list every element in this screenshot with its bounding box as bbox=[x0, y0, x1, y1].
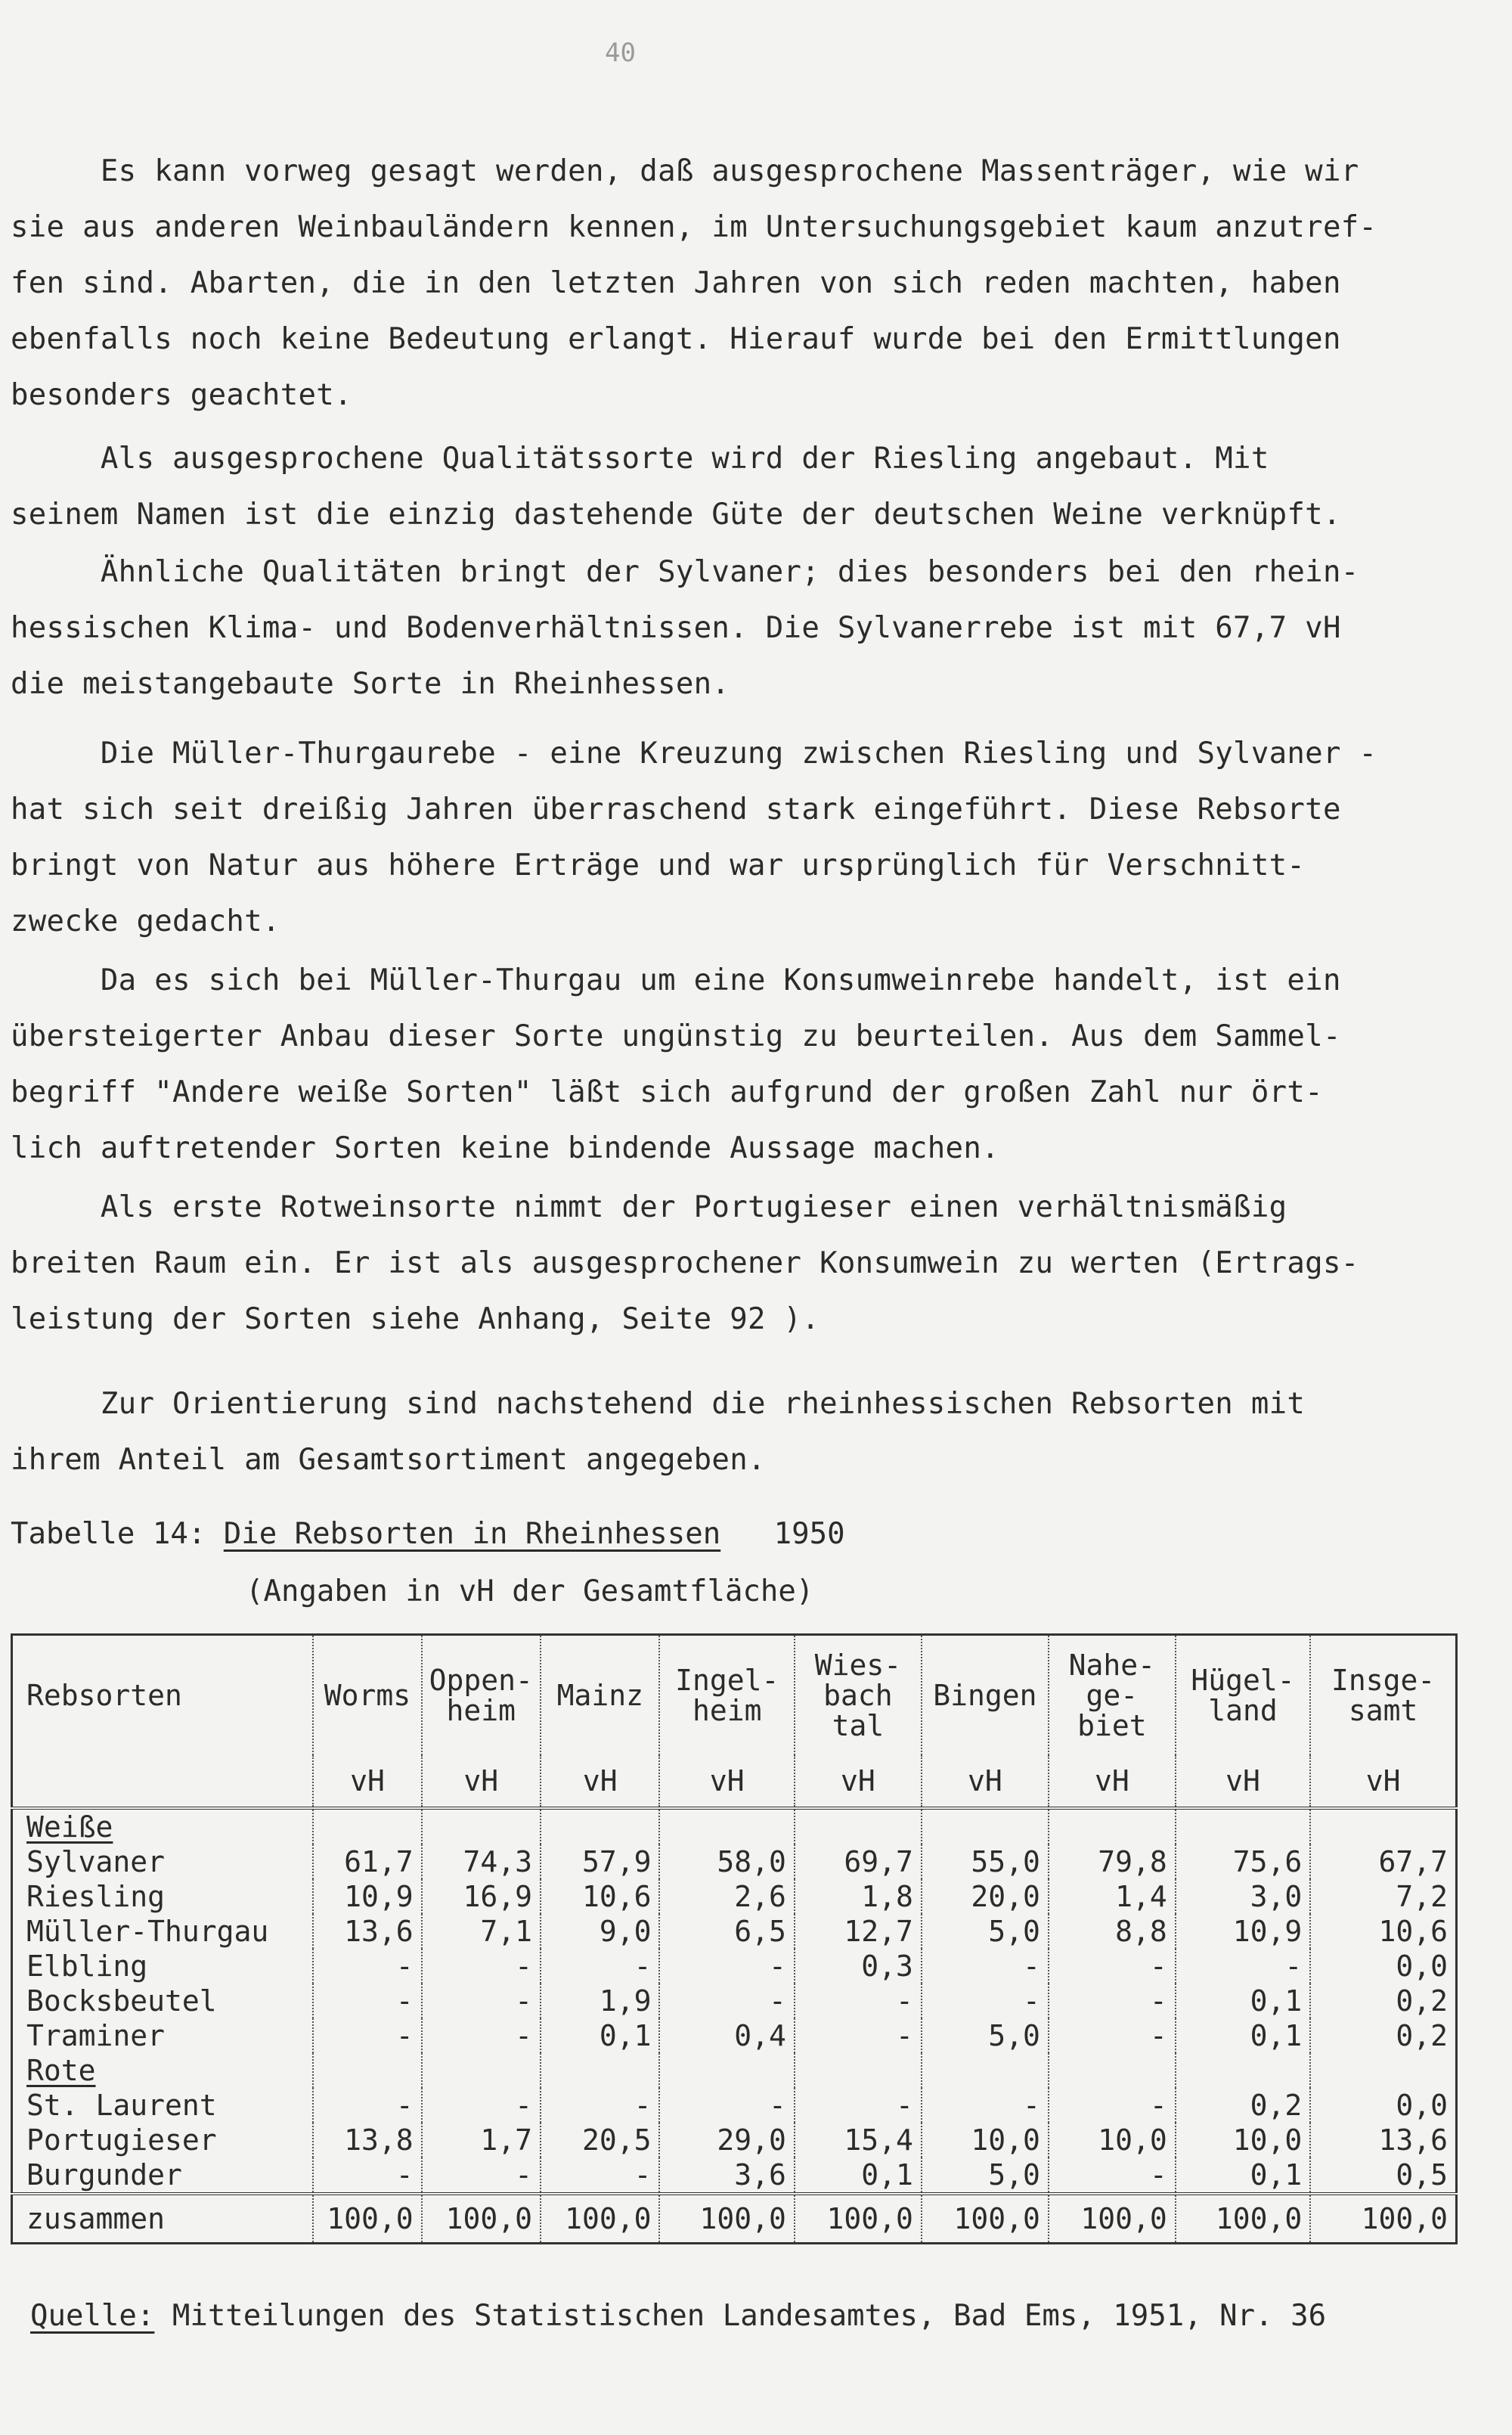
table-cell: 9,0 bbox=[541, 1914, 659, 1949]
paragraph bbox=[11, 431, 1447, 543]
table-cell: - bbox=[422, 2088, 541, 2123]
total-cell: 100,0 bbox=[1176, 2194, 1310, 2244]
table-row bbox=[12, 2088, 1457, 2123]
table-cell: 1,4 bbox=[1049, 1879, 1176, 1914]
table-cell: - bbox=[1049, 1949, 1176, 1984]
variety-name: Sylvaner bbox=[26, 1845, 166, 1878]
table-cell: 3,0 bbox=[1176, 1879, 1310, 1914]
variety-name: Portugieser bbox=[26, 2123, 217, 2157]
table-cell: - bbox=[922, 1949, 1049, 1984]
column-header: Nahe- ge- biet bbox=[1049, 1635, 1176, 1756]
text-line: die meistangebaute Sorte in Rheinhessen. bbox=[11, 667, 730, 701]
group-label: Weiße bbox=[26, 1810, 113, 1844]
column-header: Rebsorten bbox=[26, 1679, 182, 1712]
table-cell: - bbox=[313, 1949, 421, 1984]
table-cell: - bbox=[922, 2088, 1049, 2123]
text-line: zwecke gedacht. bbox=[11, 904, 280, 938]
table-cell: - bbox=[313, 2018, 421, 2053]
column-unit: vH bbox=[313, 1755, 421, 1808]
column-header: Mainz bbox=[541, 1635, 659, 1756]
text-line: Als erste Rotweinsorte nimmt der Portugieser einen verhältnismäßig bbox=[11, 1190, 1287, 1224]
table-cell: 3,6 bbox=[659, 2157, 794, 2194]
column-unit: vH bbox=[1176, 1755, 1310, 1808]
table-cell: 0,1 bbox=[1176, 1984, 1310, 2018]
text-line: ebenfalls noch keine Bedeutung erlangt. Hierauf wurde bei den Ermittlungen bbox=[11, 322, 1341, 356]
text-line: Ähnliche Qualitäten bringt der Sylvaner; dies besonders bei den rhein- bbox=[11, 555, 1359, 589]
source-note bbox=[30, 2299, 1326, 2333]
table-cell: - bbox=[422, 2018, 541, 2053]
column-unit: vH bbox=[659, 1755, 794, 1808]
variety-name: Elbling bbox=[26, 1950, 148, 1983]
table-cell: 58,0 bbox=[659, 1844, 794, 1879]
total-cell: 100,0 bbox=[659, 2194, 794, 2244]
table-cell: - bbox=[541, 2088, 659, 2123]
total-cell: 100,0 bbox=[795, 2194, 922, 2244]
column-unit: vH bbox=[795, 1755, 922, 1808]
text-line: lich auftretender Sorten keine bindende Aussage machen. bbox=[11, 1131, 999, 1165]
column-unit: vH bbox=[1049, 1755, 1176, 1808]
table-cell: 69,7 bbox=[795, 1844, 922, 1879]
table-cell: 7,1 bbox=[422, 1914, 541, 1949]
variety-name: Müller-Thurgau bbox=[26, 1915, 269, 1948]
total-cell: 100,0 bbox=[1049, 2194, 1176, 2244]
table-row bbox=[12, 2123, 1457, 2157]
table-cell: 67,7 bbox=[1310, 1844, 1456, 1879]
table-cell: 10,0 bbox=[1176, 2123, 1310, 2157]
text-line: hat sich seit dreißig Jahren überraschend stark eingeführt. Diese Rebsorte bbox=[11, 793, 1341, 827]
table-cell: 74,3 bbox=[422, 1844, 541, 1879]
table-cell: 10,9 bbox=[313, 1879, 421, 1914]
table-cell: 10,0 bbox=[922, 2123, 1049, 2157]
total-cell: 100,0 bbox=[541, 2194, 659, 2244]
text-line: besonders geachtet. bbox=[11, 378, 352, 412]
text-line: sie aus anderen Weinbauländern kennen, im Untersuchungsgebiet kaum anzutref- bbox=[11, 210, 1377, 244]
table-cell: 0,1 bbox=[1176, 2018, 1310, 2053]
table-cell: - bbox=[1049, 2018, 1176, 2053]
table-cell: 16,9 bbox=[422, 1879, 541, 1914]
table-cell: 20,5 bbox=[541, 2123, 659, 2157]
table-cell: 15,4 bbox=[795, 2123, 922, 2157]
table-cell: 61,7 bbox=[313, 1844, 421, 1879]
table-cell: - bbox=[1049, 1984, 1176, 2018]
table-cell: - bbox=[922, 1984, 1049, 2018]
table-row bbox=[12, 2018, 1457, 2053]
group-row bbox=[12, 2053, 1457, 2088]
variety-name: Bocksbeutel bbox=[26, 1984, 217, 2018]
variety-name: Traminer bbox=[26, 2019, 166, 2052]
table-cell: 2,6 bbox=[659, 1879, 794, 1914]
paragraph bbox=[11, 726, 1447, 950]
table-cell: 0,2 bbox=[1310, 2018, 1456, 2053]
table-cell: 10,6 bbox=[1310, 1914, 1456, 1949]
table-cell: 1,8 bbox=[795, 1879, 922, 1914]
variety-name: St. Laurent bbox=[26, 2089, 217, 2122]
table-cell: - bbox=[313, 2157, 421, 2194]
table-cell: 10,0 bbox=[1049, 2123, 1176, 2157]
grape-variety-table bbox=[11, 1633, 1458, 2244]
table-cell: - bbox=[659, 1984, 794, 2018]
table-cell: 1,9 bbox=[541, 1984, 659, 2018]
table-cell: 10,6 bbox=[541, 1879, 659, 1914]
column-header: Oppen- heim bbox=[422, 1635, 541, 1756]
table-cell: 0,3 bbox=[795, 1949, 922, 1984]
table-cell: - bbox=[1049, 2157, 1176, 2194]
table-row bbox=[12, 1914, 1457, 1949]
table-row bbox=[12, 1844, 1457, 1879]
table-subtitle: (Angaben in vH der Gesamtfläche) bbox=[246, 1574, 814, 1608]
paragraph bbox=[11, 1180, 1447, 1348]
group-row bbox=[12, 1808, 1457, 1844]
table-cell: 79,8 bbox=[1049, 1844, 1176, 1879]
table-cell: 0,0 bbox=[1310, 1949, 1456, 1984]
table-cell: 20,0 bbox=[922, 1879, 1049, 1914]
table-cell: 55,0 bbox=[922, 1844, 1049, 1879]
table-cell: 0,2 bbox=[1176, 2088, 1310, 2123]
column-unit: vH bbox=[541, 1755, 659, 1808]
table-row bbox=[12, 1879, 1457, 1914]
group-label: Rote bbox=[26, 2054, 96, 2087]
table-cell: - bbox=[422, 1949, 541, 1984]
column-unit: vH bbox=[922, 1755, 1049, 1808]
total-cell: 100,0 bbox=[922, 2194, 1049, 2244]
table-title bbox=[11, 1517, 845, 1551]
table-cell: 5,0 bbox=[922, 2157, 1049, 2194]
paragraph bbox=[11, 953, 1447, 1177]
column-header: Bingen bbox=[922, 1635, 1049, 1756]
total-cell: 100,0 bbox=[1310, 2194, 1456, 2244]
table-cell: 13,6 bbox=[313, 1914, 421, 1949]
column-unit bbox=[12, 1755, 314, 1808]
table-cell: - bbox=[795, 2088, 922, 2123]
table-cell: - bbox=[795, 2018, 922, 2053]
column-header: Ingel- heim bbox=[659, 1635, 794, 1756]
table-cell: - bbox=[659, 1949, 794, 1984]
total-label: zusammen bbox=[12, 2194, 314, 2244]
column-header: Hügel- land bbox=[1176, 1635, 1310, 1756]
text-line: Die Müller-Thurgaurebe - eine Kreuzung zwischen Riesling und Sylvaner - bbox=[11, 737, 1377, 771]
total-row bbox=[12, 2194, 1457, 2244]
table-cell: 0,1 bbox=[541, 2018, 659, 2053]
source-label: Quelle: bbox=[30, 2299, 155, 2333]
table-label: Tabelle 14: bbox=[11, 1517, 224, 1551]
column-header: Wies- bach tal bbox=[795, 1635, 922, 1756]
table-row bbox=[12, 1949, 1457, 1984]
table-cell: - bbox=[313, 2088, 421, 2123]
paragraph bbox=[11, 544, 1447, 712]
text-line: hessischen Klima- und Bodenverhältnissen. Die Sylvanerrebe ist mit 67,7 vH bbox=[11, 611, 1341, 645]
table-cell: 0,0 bbox=[1310, 2088, 1456, 2123]
table-cell: - bbox=[795, 1984, 922, 2018]
text-line: ihrem Anteil am Gesamtsortiment angegeben. bbox=[11, 1443, 766, 1477]
table-cell: 0,2 bbox=[1310, 1984, 1456, 2018]
table-cell: - bbox=[313, 1984, 421, 2018]
column-header: Worms bbox=[313, 1635, 421, 1756]
table-cell: 5,0 bbox=[922, 2018, 1049, 2053]
table-cell: 13,6 bbox=[1310, 2123, 1456, 2157]
table-cell: 13,8 bbox=[313, 2123, 421, 2157]
text-line: bringt von Natur aus höhere Erträge und war ursprünglich für Verschnitt- bbox=[11, 848, 1306, 882]
text-line: breiten Raum ein. Er ist als ausgesprochener Konsumwein zu werten (Ertrags- bbox=[11, 1246, 1359, 1280]
table-cell: - bbox=[1049, 2088, 1176, 2123]
table-cell: 29,0 bbox=[659, 2123, 794, 2157]
column-unit: vH bbox=[422, 1755, 541, 1808]
table-cell: 7,2 bbox=[1310, 1879, 1456, 1914]
column-unit: vH bbox=[1310, 1755, 1456, 1808]
text-line: Es kann vorweg gesagt werden, daß ausgesprochene Massenträger, wie wir bbox=[11, 154, 1359, 188]
total-cell: 100,0 bbox=[422, 2194, 541, 2244]
table-cell: 0,1 bbox=[1176, 2157, 1310, 2194]
table-cell: 6,5 bbox=[659, 1914, 794, 1949]
text-line: leistung der Sorten siehe Anhang, Seite 92 ). bbox=[11, 1302, 820, 1336]
table-cell: 75,6 bbox=[1176, 1844, 1310, 1879]
text-line: begriff "Andere weiße Sorten" läßt sich aufgrund der großen Zahl nur ört- bbox=[11, 1075, 1323, 1109]
text-line: Als ausgesprochene Qualitätssorte wird der Riesling angebaut. Mit bbox=[11, 442, 1269, 476]
text-line: fen sind. Abarten, die in den letzten Jahren von sich reden machten, haben bbox=[11, 266, 1341, 300]
text-line: seinem Namen ist die einzig dastehende Güte der deutschen Weine verknüpft. bbox=[11, 498, 1341, 532]
paragraph bbox=[11, 144, 1447, 423]
table-cell: 8,8 bbox=[1049, 1914, 1176, 1949]
table-cell: - bbox=[422, 2157, 541, 2194]
table-cell: - bbox=[541, 2157, 659, 2194]
table-cell: 0,1 bbox=[795, 2157, 922, 2194]
paragraph bbox=[11, 1376, 1447, 1488]
table-year: 1950 bbox=[773, 1517, 845, 1551]
table-row bbox=[12, 1984, 1457, 2018]
table-cell: - bbox=[541, 1949, 659, 1984]
table-cell: 12,7 bbox=[795, 1914, 922, 1949]
table-cell: 0,5 bbox=[1310, 2157, 1456, 2194]
text-line: Zur Orientierung sind nachstehend die rheinhessischen Rebsorten mit bbox=[11, 1387, 1306, 1421]
table-cell: 57,9 bbox=[541, 1844, 659, 1879]
total-cell: 100,0 bbox=[313, 2194, 421, 2244]
variety-name: Burgunder bbox=[26, 2158, 182, 2192]
table-cell: 1,7 bbox=[422, 2123, 541, 2157]
table-cell: 5,0 bbox=[922, 1914, 1049, 1949]
text-line: Da es sich bei Müller-Thurgau um eine Konsumweinrebe handelt, ist ein bbox=[11, 963, 1341, 997]
table-cell: 0,4 bbox=[659, 2018, 794, 2053]
text-line: übersteigerter Anbau dieser Sorte ungünstig zu beurteilen. Aus dem Sammel- bbox=[11, 1019, 1341, 1053]
table-cell: 10,9 bbox=[1176, 1914, 1310, 1949]
table-cell: - bbox=[659, 2088, 794, 2123]
table-cell: - bbox=[1176, 1949, 1310, 1984]
table-row bbox=[12, 2157, 1457, 2194]
variety-name: Riesling bbox=[26, 1880, 166, 1913]
table-cell: - bbox=[422, 1984, 541, 2018]
table-heading: Die Rebsorten in Rheinhessen bbox=[223, 1517, 721, 1551]
source-text: Mitteilungen des Statistischen Landesamtes, Bad Ems, 1951, Nr. 36 bbox=[154, 2299, 1327, 2333]
column-header: Insge- samt bbox=[1310, 1635, 1456, 1756]
page-number: 40 bbox=[605, 38, 636, 68]
